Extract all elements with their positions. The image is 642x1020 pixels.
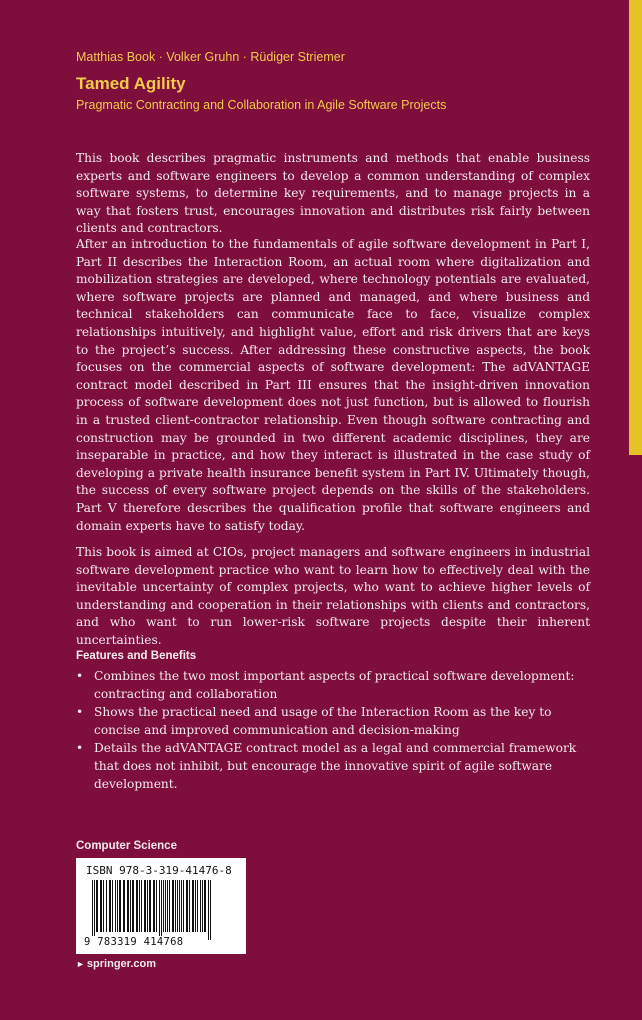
barcode-bar — [189, 880, 190, 932]
barcode-bar — [117, 880, 118, 932]
barcode-bar — [141, 880, 142, 932]
bullet-icon: • — [76, 741, 84, 756]
barcode-bar — [163, 880, 164, 932]
barcode-bar — [200, 880, 201, 932]
barcode-bar — [106, 880, 107, 932]
barcode-bar — [119, 880, 121, 932]
barcode-bar — [195, 880, 196, 932]
feature-text: Combines the two most important aspects of practical software development: contracting and collaboration — [94, 669, 575, 701]
isbn-barcode — [76, 858, 246, 954]
bullet-icon: • — [76, 669, 84, 683]
barcode-bar — [169, 880, 170, 932]
barcode-bar — [159, 880, 160, 940]
barcode-bar — [112, 880, 113, 932]
barcode-bar — [172, 880, 174, 932]
description-paragraph-2: After an introduction to the fundamentals of agile software development in Part I, Part II describes the Interaction Room, an actual room where digitalization and mobilization strategies are developed, where technology potentials are evaluated, where software projects are planned and managed, and where business and technical stakeholders can communicate face to face, visualize complex relationships intuitively, and highlight value, effort and risk drivers that are keys to the project’s success. After addressing these constructive aspects, the book focuses on the commercial aspects of software development: The adVANTAGE contract model described in Part III ensures that the insight-driven innovation process of software development does not just function, but is allowed to flourish in a trusted client-contractor relationship. Even though software contracting and construction may be grounded in two different academic disciplines, they are inseparable in practice, and how they interact is illustrated in the case study of developing a private health insurance benefit system in Part IV. Ultimately though, the success of every software project depends on the skills of the stakeholders. Part V therefore describes the qualification profile that software engineers and domain experts have to satisfy today. — [76, 237, 590, 533]
barcode-bar — [165, 880, 166, 932]
barcode-bar — [130, 880, 131, 932]
barcode-bar — [179, 880, 180, 932]
barcode-bar — [202, 880, 203, 932]
spine-stripe — [629, 0, 642, 455]
barcode-bar — [132, 880, 134, 932]
feature-item — [76, 740, 596, 793]
barcode-bar — [204, 880, 206, 932]
feature-text: Shows the practical need and usage of the Interaction Room as the key to concise and improved communication and decision-making — [94, 705, 552, 737]
barcode-bar — [94, 880, 95, 940]
feature-item — [76, 668, 596, 703]
arrow-right-icon: ► — [76, 959, 85, 969]
barcode-bar — [103, 880, 104, 932]
description-paragraph-3: This book is aimed at CIOs, project managers and software engineers in industrial software development practice who want to learn how to effectively deal with the inevitable uncertainty of complex projects, who want to achieve higher levels of understanding and cooperation in their relationships with clients and contractors, and who want to run lower-risk software projects despite their inherent uncertainties. — [76, 545, 590, 647]
barcode-bar — [153, 880, 155, 932]
barcode-bar — [167, 880, 168, 932]
barcode-digits: 9 783319 414768 — [84, 936, 184, 948]
publisher-url: springer.com — [86, 958, 156, 970]
barcode-bar — [96, 880, 98, 932]
barcode-bars — [90, 880, 232, 940]
barcode-bar — [181, 880, 182, 932]
barcode-bar — [127, 880, 129, 932]
features-list — [76, 668, 596, 794]
description-paragraph-1: This book describes pragmatic instruments and methods that enable business experts and software engineers to develop a common understanding of complex software systems, to determine key requirements, and to manage projects in a way that fosters trust, encourages innovation and distributes risk fairly between clients and contractors. — [76, 151, 590, 236]
bullet-icon: • — [76, 705, 84, 720]
subject-category: Computer Science — [76, 840, 177, 852]
barcode-bar — [109, 880, 111, 932]
barcode-bar — [149, 880, 151, 932]
book-authors: Matthias Book · Volker Gruhn · Rüdiger Striemer — [76, 50, 345, 64]
barcode-bar — [175, 880, 176, 932]
barcode-bar — [123, 880, 125, 932]
publisher-link[interactable] — [76, 958, 156, 970]
barcode-bar — [100, 880, 102, 932]
barcode-bar — [115, 880, 116, 932]
feature-text: Details the adVANTAGE contract model as a legal and commercial framework that does not inhibit, but encourage the innovative spirit of agile software development. — [94, 741, 577, 791]
barcode-bar — [197, 880, 198, 932]
barcode-bar — [208, 880, 209, 940]
book-title: Tamed Agility — [76, 74, 186, 93]
barcode-bar — [186, 880, 188, 932]
book-subtitle: Pragmatic Contracting and Collaboration in Agile Software Projects — [76, 98, 447, 112]
barcode-bar — [210, 880, 211, 940]
barcode-bar — [161, 880, 162, 940]
barcode-bar — [139, 880, 140, 932]
barcode-bar — [147, 880, 148, 932]
barcode-bar — [183, 880, 184, 932]
feature-item — [76, 704, 596, 739]
barcode-bar — [177, 880, 178, 932]
barcode-bar — [144, 880, 146, 932]
barcode-bar — [192, 880, 194, 932]
barcode-bar — [136, 880, 138, 932]
barcode-bar — [92, 880, 93, 940]
barcode-bar — [156, 880, 157, 932]
features-heading: Features and Benefits — [76, 650, 197, 662]
isbn-label: ISBN 978-3-319-41476-8 — [86, 864, 232, 877]
